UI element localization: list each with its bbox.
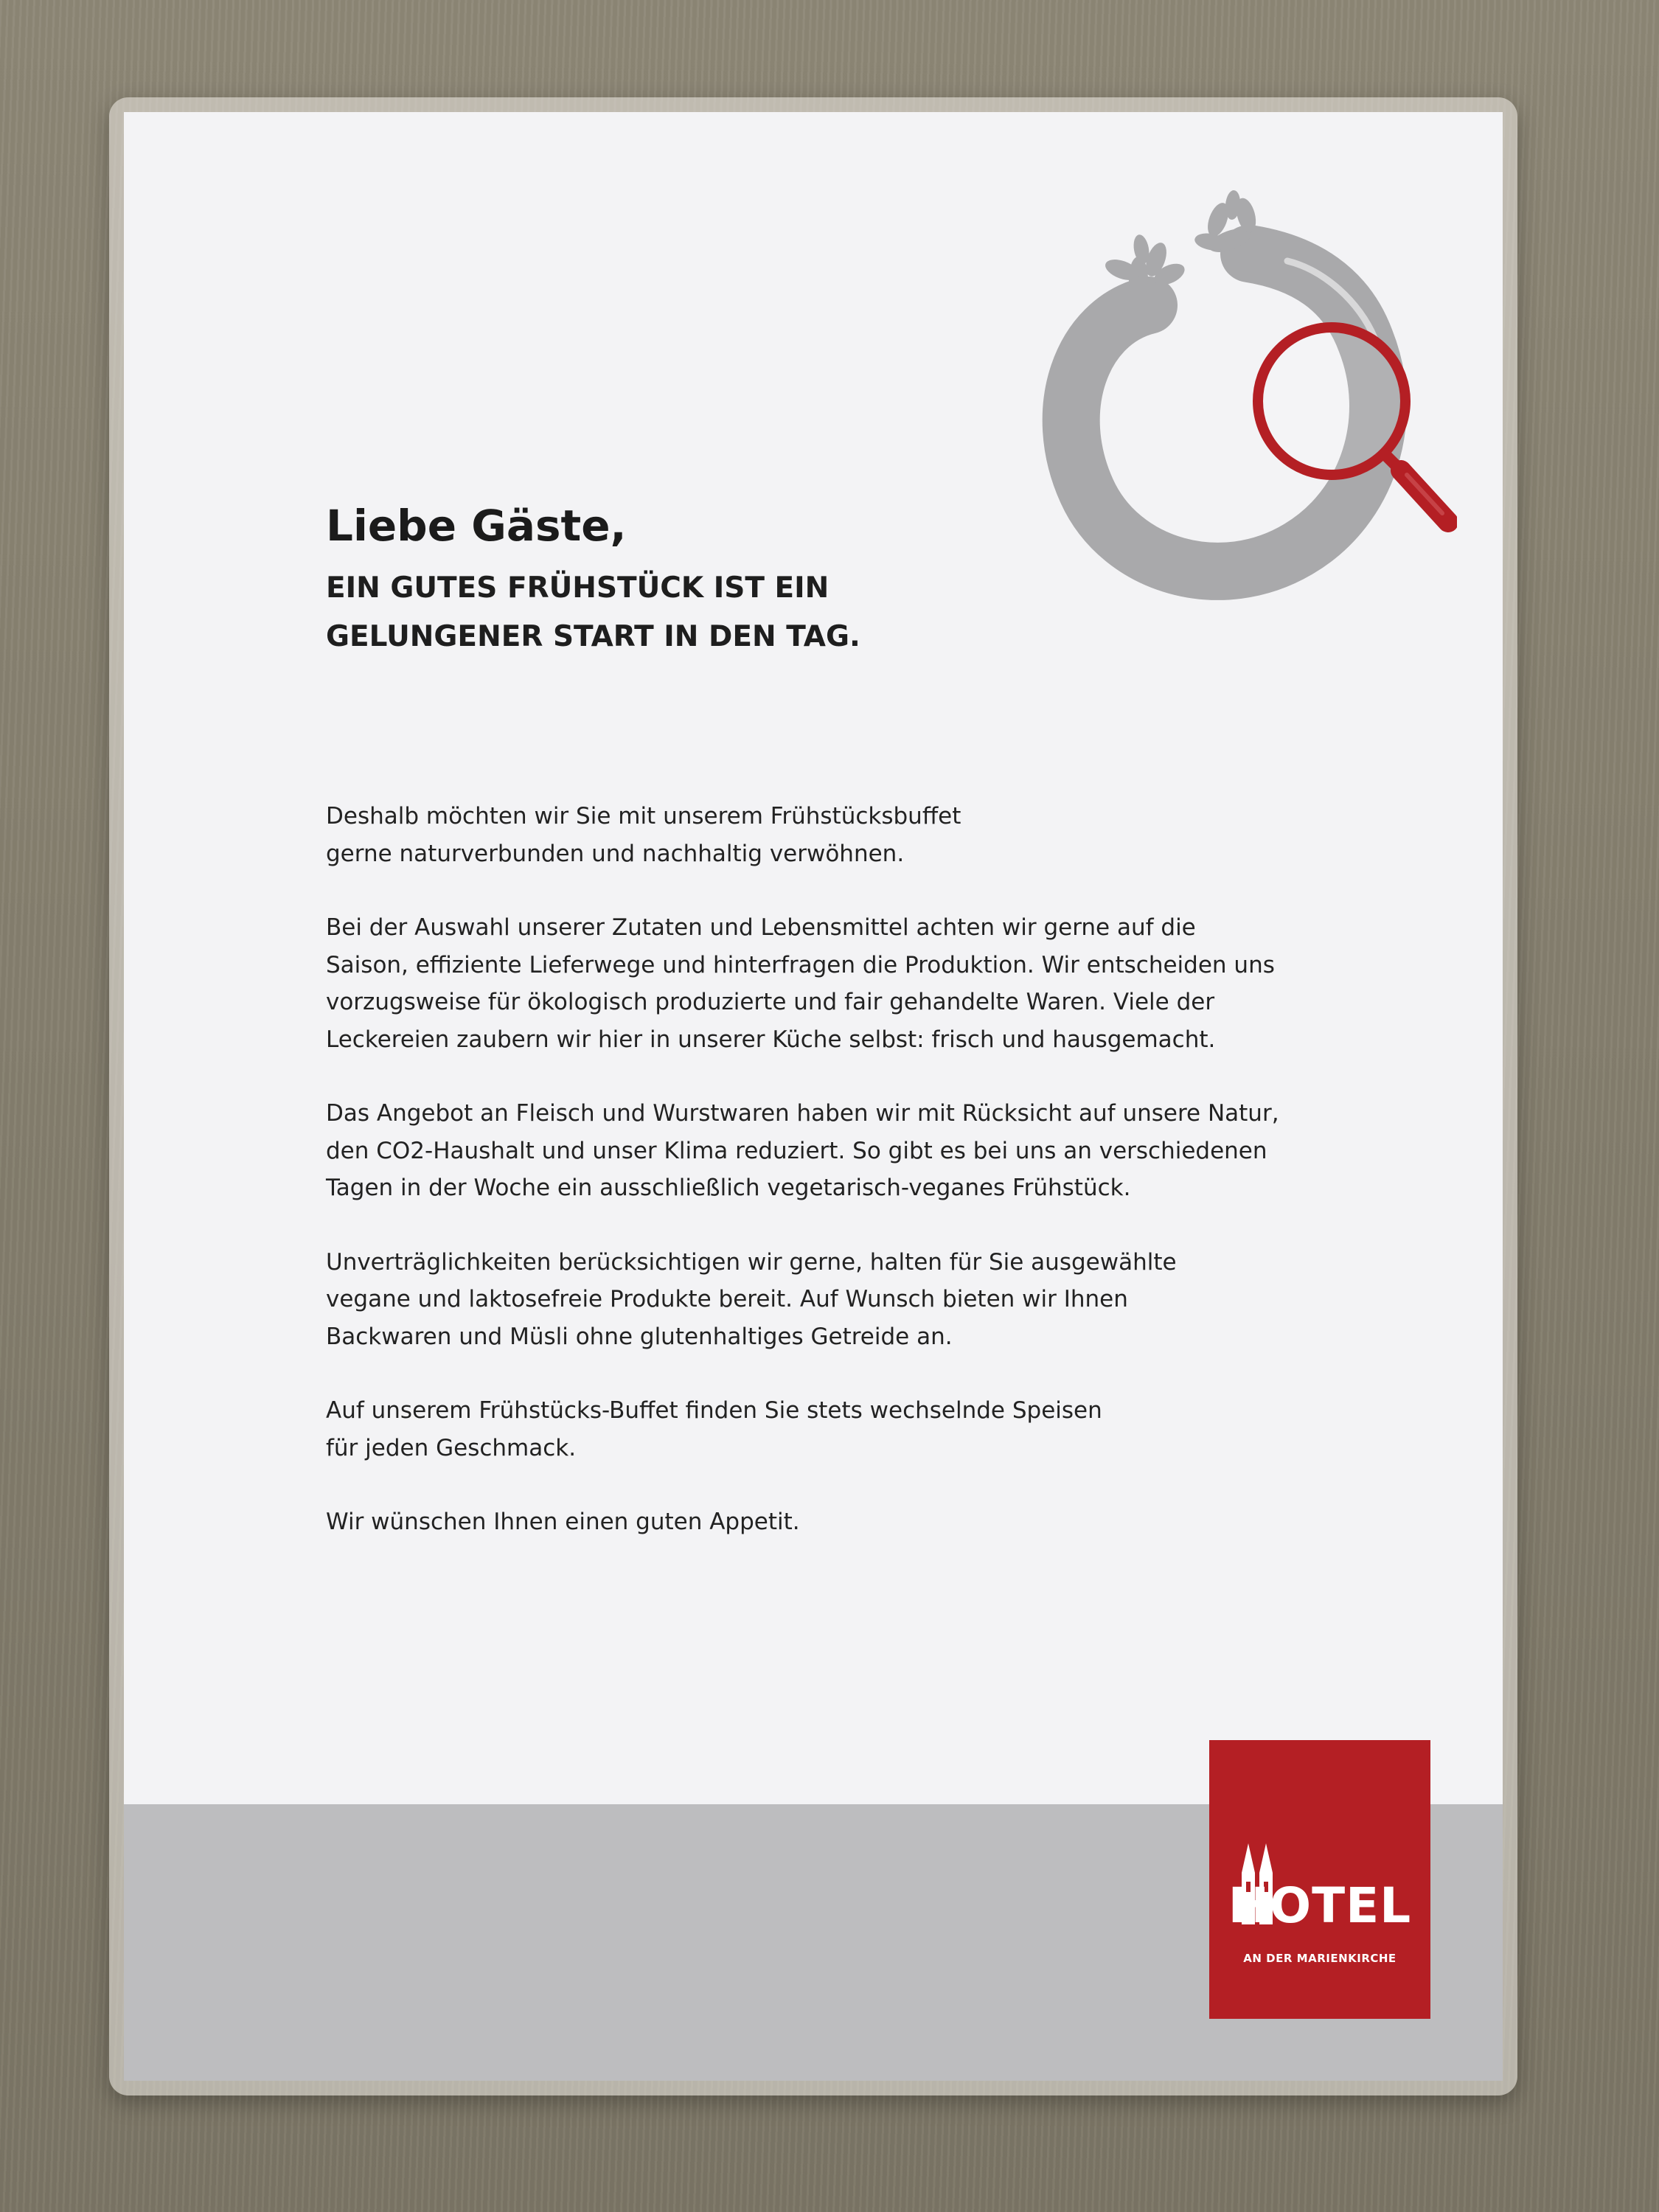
text-line: Wir wünschen Ihnen einen guten Appetit. bbox=[326, 1509, 800, 1535]
headline-line: GELUNGENER START IN DEN TAG. bbox=[326, 620, 860, 653]
paragraph-closing bbox=[326, 1503, 1476, 1541]
paragraph-intro bbox=[326, 798, 1476, 872]
letter-body bbox=[326, 798, 1476, 1578]
text-line: Auf unserem Frühstücks-Buffet finden Sie stets wechselnde Speisen bbox=[326, 1397, 1102, 1424]
text-line: Das Angebot an Fleisch und Wurstwaren haben wir mit Rücksicht auf unsere Natur, bbox=[326, 1100, 1279, 1127]
hotel-logo-name: HOTEL bbox=[1228, 1877, 1412, 1934]
hotel-logo bbox=[1209, 1740, 1430, 2019]
text-line: den CO2-Haushalt und unser Klima reduziert. So gibt es bei uns an verschiedenen bbox=[326, 1137, 1267, 1164]
greeting: Liebe Gäste, bbox=[326, 501, 627, 551]
text-line: Bei der Auswahl unserer Zutaten und Lebensmittel achten wir gerne auf die bbox=[326, 914, 1196, 941]
text-line: Backwaren und Müsli ohne glutenhaltiges Getreide an. bbox=[326, 1323, 953, 1350]
text-line: Saison, effiziente Lieferwege und hinterfragen die Produktion. Wir entscheiden uns bbox=[326, 951, 1275, 978]
text-line: für jeden Geschmack. bbox=[326, 1434, 577, 1461]
text-line: Unverträglichkeiten berücksichtigen wir gerne, halten für Sie ausgewählte bbox=[326, 1248, 1177, 1276]
text-line: vorzugsweise für ökologisch produzierte und fair gehandelte Waren. Viele der bbox=[326, 989, 1215, 1015]
text-line: Leckereien zaubern wir hier in unserer Küche selbst: frisch und hausgemacht. bbox=[326, 1026, 1216, 1053]
headline-line: EIN GUTES FRÜHSTÜCK IST EIN bbox=[326, 571, 830, 605]
breakfast-letter-sheet bbox=[124, 112, 1503, 2081]
text-line: Tagen in der Woche ein ausschließlich vegetarisch-veganes Frühstück. bbox=[326, 1175, 1131, 1201]
hotel-logo-subtitle: AN DER MARIENKIRCHE bbox=[1243, 1952, 1397, 1965]
paragraph-meat-offer bbox=[326, 1095, 1476, 1207]
text-line: gerne naturverbunden und nachhaltig verwöhnen. bbox=[326, 840, 905, 867]
sausage-magnifier-icon bbox=[956, 145, 1457, 646]
text-line: Deshalb möchten wir Sie mit unserem Frühstücksbuffet bbox=[326, 803, 961, 830]
headline bbox=[326, 564, 860, 661]
paragraph-ingredients bbox=[326, 909, 1476, 1058]
text-line: vegane und laktosefreie Produkte bereit. Auf Wunsch bieten wir Ihnen bbox=[326, 1286, 1128, 1312]
paragraph-buffet bbox=[326, 1392, 1476, 1467]
paragraph-intolerances bbox=[326, 1244, 1476, 1356]
